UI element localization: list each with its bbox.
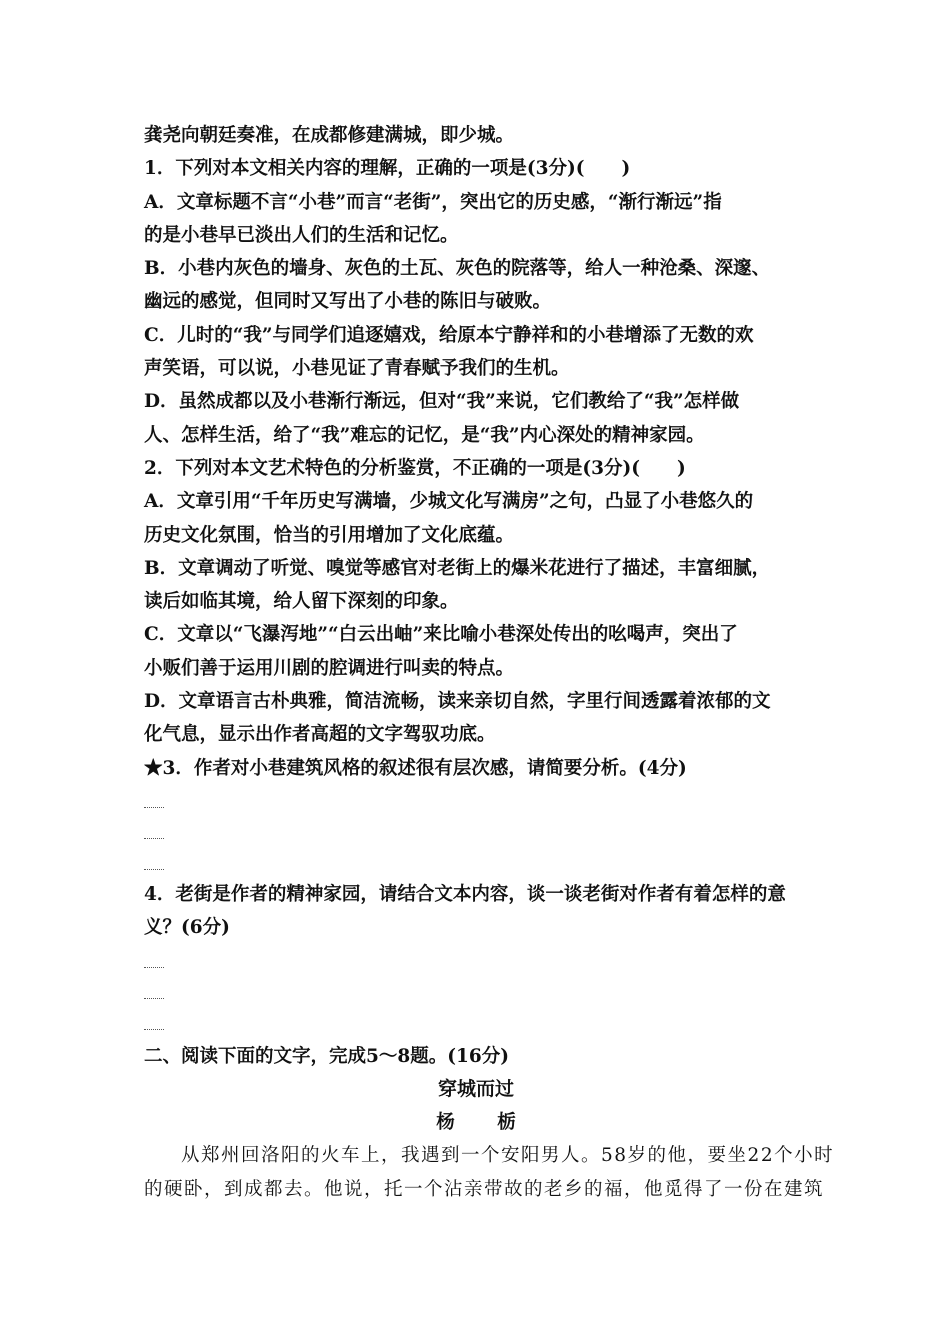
answer-line[interactable] (144, 785, 808, 816)
question-1-option-d-cont: 人、怎样生活，给了“我”难忘的记忆，是“我”内心深处的精神家园。 (144, 424, 705, 446)
question-4-stem-cont: 义？(6分) (144, 917, 230, 939)
question-3-stem: ★3．作者对小巷建筑风格的叙述很有层次感，请简要分析。(4分) (144, 757, 687, 779)
answer-line[interactable] (144, 847, 808, 878)
section-2-heading: 二、阅读下面的文字，完成5～8题。(16分) (144, 1045, 509, 1067)
answer-line[interactable] (144, 945, 808, 976)
question-2-stem: 2．下列对本文艺术特色的分析鉴赏，不正确的一项是(3分)( ) (144, 457, 686, 479)
question-1-option-b: B．小巷内灰色的墙身、灰色的土瓦、灰色的院落等，给人一种沧桑、深邃、 (144, 258, 771, 280)
answer-line[interactable] (144, 1007, 808, 1038)
question-2-option-a: A．文章引用“千年历史写满墙，少城文化写满房”之句，凸显了小巷悠久的 (144, 491, 754, 513)
article-author: 杨 栃 (436, 1112, 528, 1134)
question-1-stem: 1．下列对本文相关内容的理解，正确的一项是(3分)( ) (144, 158, 631, 180)
question-2-option-d-cont: 化气息，显示出作者高超的文字驾驭功底。 (144, 724, 496, 746)
question-2-option-c: C．文章以“飞瀑泻地”“白云出岫”来比喻小巷深处传出的吆喝声，突出了 (144, 624, 738, 646)
question-1-option-d: D．虽然成都以及小巷渐行渐远，但对“我”来说，它们教给了“我”怎样做 (144, 391, 740, 413)
question-2-option-a-cont: 历史文化氛围，恰当的引用增加了文化底蕴。 (144, 524, 515, 546)
article-title: 穿城而过 (437, 1077, 514, 1100)
question-2-option-c-cont: 小贩们善于运用川剧的腔调进行叫卖的特点。 (144, 657, 515, 679)
question-4-stem: 4．老街是作者的精神家园，请结合文本内容，谈一谈老街对作者有着怎样的意 (144, 883, 786, 905)
question-1-option-a: A．文章标题不言“小巷”而言“老街”，突出它的历史感，“渐行渐远”指 (144, 191, 722, 213)
question-1-option-b-cont: 幽远的感觉，但同时又写出了小巷的陈旧与破败。 (144, 291, 552, 313)
question-2-option-b-cont: 读后如临其境，给人留下深刻的印象。 (144, 591, 459, 613)
article-paragraph-line: 的硬卧，到成都去。他说，托一个沾亲带故的老乡的福，他觅得了一份在建筑 (144, 1178, 825, 1200)
question-2-option-b: B．文章调动了听觉、嗅觉等感官对老街上的爆米花进行了描述，丰富细腻， (144, 557, 771, 579)
question-1-option-c: C．儿时的“我”与同学们追逐嬉戏，给原本宁静祥和的小巷增添了无数的欢 (144, 324, 754, 346)
answer-line[interactable] (144, 976, 808, 1007)
question-2-option-d: D．文章语言古朴典雅，简洁流畅，读来亲切自然，字里行间透露着浓郁的文 (144, 691, 771, 713)
article-paragraph-line: 从郑州回洛阳的火车上，我遇到一个安阳男人。58岁的他，要坐22个小时 (181, 1145, 835, 1167)
question-1-option-c-cont: 声笑语，可以说，小巷见证了青春赋予我们的生机。 (144, 358, 570, 380)
document-page (144, 119, 835, 1206)
text-line: 龚尧向朝廷奏准，在成都修建满城，即少城。 (144, 125, 515, 146)
question-1-option-a-cont: 的是小巷早已淡出人们的生活和记忆。 (144, 224, 459, 246)
answer-line[interactable] (144, 816, 808, 847)
